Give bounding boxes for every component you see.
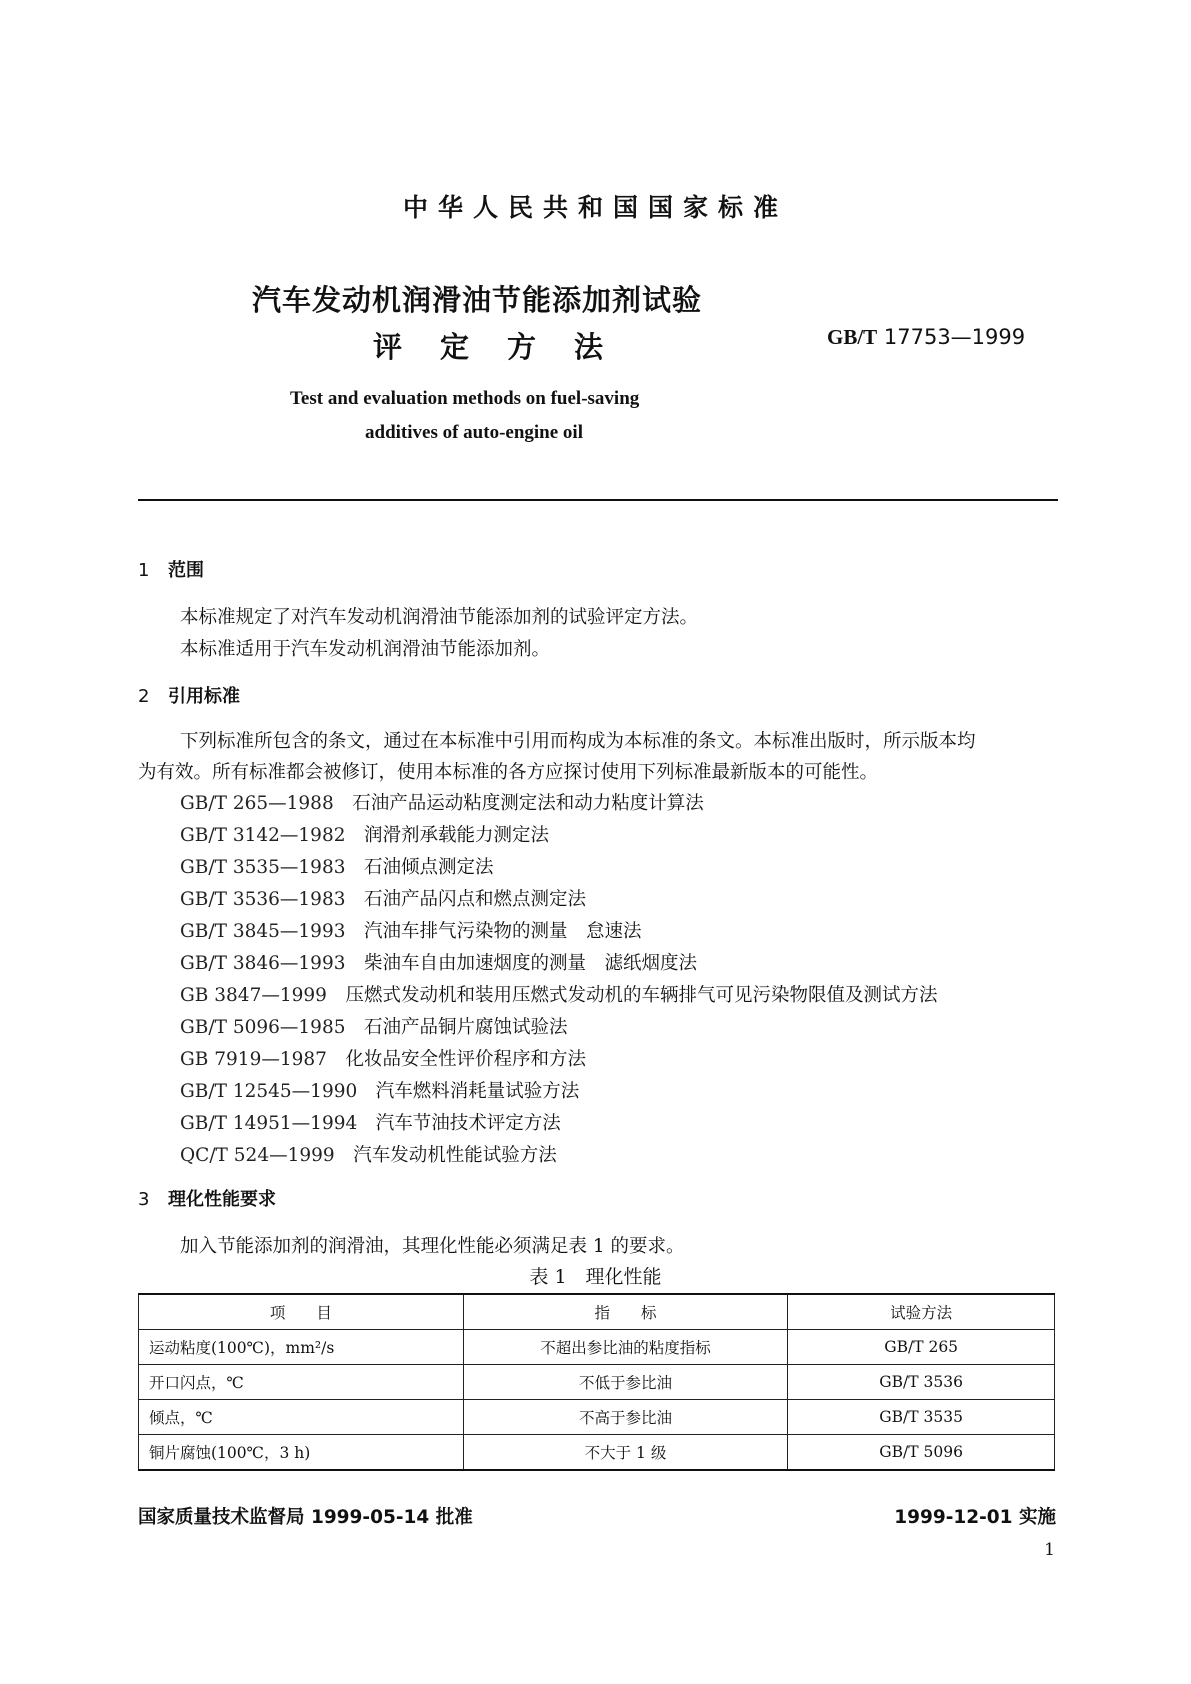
effective-date: 1999-12-01 实施: [894, 1507, 1056, 1528]
reference-item: [180, 853, 494, 879]
reference-title: 润滑剂承载能力测定法: [364, 825, 550, 846]
reference-title: 汽车发动机性能试验方法: [353, 1145, 557, 1166]
reference-item: [180, 1013, 568, 1039]
reference-code: GB 3847—1999: [180, 985, 327, 1006]
section-2-heading: [138, 682, 240, 708]
table-cell: GB/T 3535: [788, 1400, 1055, 1435]
reference-item: [180, 821, 549, 847]
approval-statement: 国家质量技术监督局 1999-05-14 批准: [138, 1507, 473, 1528]
table-cell: 不低于参比油: [463, 1365, 788, 1400]
section-number: 2: [138, 686, 150, 707]
table-header-cell: 指 标: [463, 1294, 788, 1330]
section-title: 理化性能要求: [168, 1189, 276, 1210]
table-cell: GB/T 265: [788, 1330, 1055, 1365]
table-cell: 不大于 1 级: [463, 1435, 788, 1471]
reference-code: GB/T 14951—1994: [180, 1113, 358, 1134]
reference-title: 压燃式发动机和装用压燃式发动机的车辆排气可见污染物限值及测试方法: [345, 985, 938, 1006]
english-title-line1: Test and evaluation methods on fuel-saving: [290, 388, 640, 409]
reference-item: [180, 1077, 579, 1103]
reference-title: 石油产品运动粘度测定法和动力粘度计算法: [352, 793, 704, 814]
standard-code-number: 17753—1999: [883, 325, 1026, 349]
table-row: [139, 1365, 1055, 1400]
reference-title: 汽车燃料消耗量试验方法: [375, 1081, 580, 1102]
reference-code: QC/T 524—1999: [180, 1145, 335, 1166]
table-row: [139, 1330, 1055, 1365]
standard-title-line1: 汽车发动机润滑油节能添加剂试验: [252, 283, 703, 317]
section-title: 引用标准: [168, 686, 240, 707]
reference-title: 汽车节油技术评定方法: [375, 1113, 561, 1134]
table-cell: 运动粘度(100℃)，mm²/s: [139, 1330, 464, 1365]
header-divider: [138, 499, 1058, 501]
section-number: 3: [138, 1189, 150, 1210]
reference-item: [180, 1141, 557, 1167]
table-cell: 不超出参比油的粘度指标: [463, 1330, 788, 1365]
reference-code: GB/T 3142—1982: [180, 825, 346, 846]
page-number: 1: [1044, 1540, 1055, 1560]
reference-item: [180, 885, 586, 911]
table-header-row: [139, 1294, 1055, 1330]
section-title: 范围: [168, 560, 204, 581]
table-cell: 不高于参比油: [463, 1400, 788, 1435]
reference-code: GB/T 5096—1985: [180, 1017, 346, 1038]
reference-item: [180, 981, 937, 1007]
reference-title: 化妆品安全性评价程序和方法: [345, 1049, 586, 1070]
section-2-paragraph-line2: 为有效。所有标准都会被修订，使用本标准的各方应探讨使用下列标准最新版本的可能性。: [138, 762, 879, 783]
table-cell: 开口闪点，℃: [139, 1365, 464, 1400]
reference-code: GB/T 3536—1983: [180, 889, 346, 910]
reference-title: 石油产品闪点和燃点测定法: [364, 889, 587, 910]
reference-title: 柴油车自由加速烟度的测量 滤纸烟度法: [364, 953, 698, 974]
section-3-paragraph: 加入节能添加剂的润滑油，其理化性能必须满足表 1 的要求。: [180, 1236, 685, 1257]
reference-title: 石油倾点测定法: [364, 857, 494, 878]
table-header-cell: 试验方法: [788, 1294, 1055, 1330]
section-1-paragraph-2: 本标准适用于汽车发动机润滑油节能添加剂。: [180, 639, 551, 660]
reference-code: GB 7919—1987: [180, 1049, 327, 1070]
standard-code-prefix: GB/T: [827, 325, 878, 349]
table-cell: GB/T 5096: [788, 1435, 1055, 1471]
section-3-heading: [138, 1185, 276, 1211]
section-2-paragraph-line1: 下列标准所包含的条文，通过在本标准中引用而构成为本标准的条文。本标准出版时，所示版本均: [180, 731, 976, 752]
reference-code: GB/T 3846—1993: [180, 953, 346, 974]
standard-code: [827, 325, 1025, 350]
reference-title: 石油产品铜片腐蚀试验法: [364, 1017, 568, 1038]
properties-table: [138, 1293, 1055, 1471]
section-1-heading: [138, 556, 204, 582]
reference-code: GB/T 3845—1993: [180, 921, 346, 942]
reference-item: [180, 1109, 561, 1135]
table-header-cell: 项 目: [139, 1294, 464, 1330]
table-cell: 倾点，℃: [139, 1400, 464, 1435]
table-row: [139, 1435, 1055, 1471]
english-title-line2: additives of auto-engine oil: [365, 422, 583, 443]
reference-code: GB/T 3535—1983: [180, 857, 346, 878]
standard-title-line2: 评定方法: [373, 330, 642, 364]
section-number: 1: [138, 560, 150, 581]
section-1-paragraph-1: 本标准规定了对汽车发动机润滑油节能添加剂的试验评定方法。: [180, 607, 699, 628]
reference-item: [180, 949, 697, 975]
table-row: [139, 1400, 1055, 1435]
issuing-body-title: 中华人民共和国国家标准: [402, 193, 788, 222]
table-caption: 表 1 理化性能: [529, 1266, 662, 1288]
table-cell: GB/T 3536: [788, 1365, 1055, 1400]
reference-code: GB/T 12545—1990: [180, 1081, 358, 1102]
reference-item: [180, 1045, 586, 1071]
reference-title: 汽油车排气污染物的测量 怠速法: [364, 921, 642, 942]
reference-item: [180, 917, 642, 943]
table-cell: 铜片腐蚀(100℃，3 h): [139, 1435, 464, 1471]
reference-code: GB/T 265—1988: [180, 793, 334, 814]
reference-item: [180, 789, 704, 815]
